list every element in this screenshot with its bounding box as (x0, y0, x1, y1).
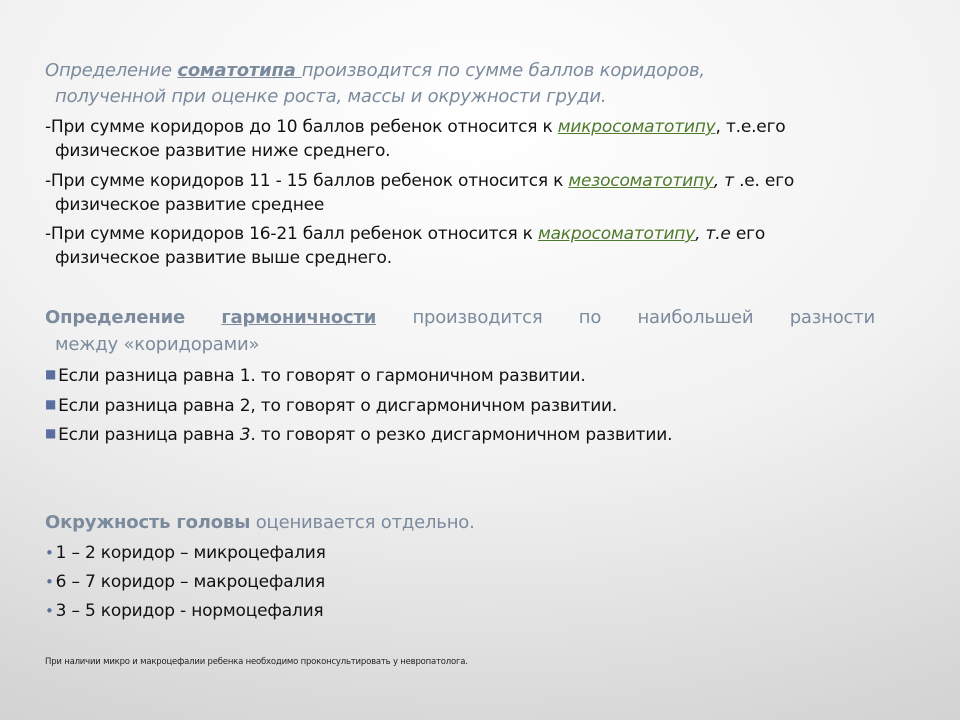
somatotype-item-2-after-italic: , т (713, 171, 734, 191)
harmony-item-3-before: Если разница равна (58, 425, 240, 445)
somatotype-intro-line2: полученной при оценке роста, массы и окружности груди. (55, 86, 607, 107)
head-item-1 (45, 543, 326, 563)
bullet-dot-icon: • (45, 602, 54, 620)
somatotype-item-1-line1 (45, 117, 786, 137)
somatotype-term: соматотипа (177, 60, 302, 81)
head-item-1-text: 1 – 2 коридор – микроцефалия (55, 543, 326, 563)
harmony-word-6: разности (789, 307, 875, 328)
head-item-2-text: 6 – 7 коридор – макроцефалия (55, 572, 325, 592)
somatotype-item-1-line2: физическое развитие ниже среднего. (55, 141, 391, 161)
harmony-item-3-after: . то говорят о резко дисгармоничном развитии. (250, 425, 673, 445)
somatotype-item-2-prefix: -При сумме коридоров 11 - 15 баллов ребенок относится к (45, 171, 569, 191)
harmony-word-5: наибольшей (637, 307, 754, 328)
harmony-item-2-text: Если разница равна 2, то говорят о дисгармоничном развитии. (58, 396, 618, 416)
somatotype-item-3-after: его (730, 224, 766, 244)
head-item-3 (45, 601, 323, 621)
harmony-intro-line2: между «коридорами» (55, 334, 260, 355)
somatotype-intro-rest: производится по сумме баллов коридоров, (301, 60, 705, 81)
somatotype-item-2-line1 (45, 171, 794, 191)
somatotype-intro-line1 (45, 60, 705, 81)
head-title-bold: Окружность головы (45, 512, 251, 533)
somatotype-item-2-after: .е. его (733, 171, 795, 191)
head-title (45, 512, 475, 533)
square-bullet-icon: ■ (45, 367, 57, 381)
harmony-word-3: производится (412, 307, 543, 328)
head-item-2 (45, 572, 325, 592)
harmony-item-1 (45, 366, 586, 386)
mesosomatotype-term: мезосоматотипу (568, 171, 714, 191)
somatotype-item-1-prefix: -При сумме коридоров до 10 баллов ребенок относится к (45, 117, 558, 137)
somatotype-item-3-line2: физическое развитие выше среднего. (55, 248, 392, 268)
harmony-item-3-italic: 3 (239, 425, 251, 445)
somatotype-item-2-line2: физическое развитие среднее (55, 195, 325, 215)
harmony-intro-line1 (45, 307, 875, 328)
somatotype-item-3-prefix: -При сумме коридоров 16-21 балл ребенок относится к (45, 224, 538, 244)
square-bullet-icon: ■ (45, 397, 57, 411)
harmony-word-4: по (578, 307, 602, 328)
bullet-dot-icon: • (45, 544, 54, 562)
square-bullet-icon: ■ (45, 426, 57, 440)
footnote: При наличии микро и макроцефалии ребенка необходимо проконсультировать у невропатолога. (45, 657, 468, 667)
somatotype-item-3-after-italic: , т.е (695, 224, 731, 244)
microsomatotype-term: микросоматотипу (557, 117, 716, 137)
harmony-item-2 (45, 396, 617, 416)
somatotype-item-1-after: , т.е.его (715, 117, 786, 137)
somatotype-item-3-line1 (45, 224, 765, 244)
head-item-3-text: 3 – 5 коридор - нормоцефалия (55, 601, 324, 621)
harmony-item-3 (45, 425, 672, 445)
harmony-word-1: Определение (45, 307, 186, 328)
somatotype-intro-prefix: Определение (45, 60, 178, 81)
harmony-term: гармоничности (221, 307, 377, 328)
harmony-item-1-text: Если разница равна 1. то говорят о гармоничном развитии. (58, 366, 586, 386)
head-title-rest: оценивается отдельно. (250, 512, 475, 533)
bullet-dot-icon: • (45, 573, 54, 591)
macrosomatotype-term: макросоматотипу (537, 224, 696, 244)
